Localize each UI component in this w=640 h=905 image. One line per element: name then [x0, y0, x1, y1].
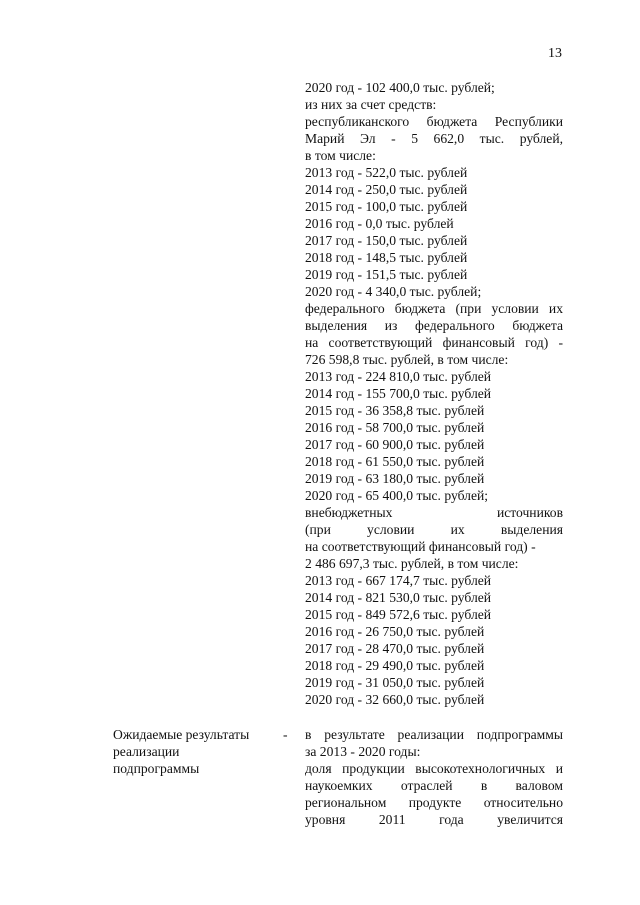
- label-line: реализации: [113, 744, 180, 759]
- funding-line: выделения из федерального бюджета: [305, 318, 563, 333]
- funding-line: (при условии их выделения: [305, 522, 563, 537]
- funding-line: 2014 год - 821 530,0 тыс. рублей: [305, 590, 492, 605]
- funding-line: на соответствующий финансовый год) -: [305, 335, 563, 350]
- results-line: региональном продукте относительно: [305, 795, 563, 810]
- funding-line: 2017 год - 150,0 тыс. рублей: [305, 233, 468, 248]
- funding-line: 2020 год - 65 400,0 тыс. рублей;: [305, 488, 489, 503]
- funding-line: 2018 год - 29 490,0 тыс. рублей: [305, 658, 485, 673]
- funding-line: 2019 год - 151,5 тыс. рублей: [305, 267, 468, 282]
- label-line: подпрограммы: [113, 761, 200, 776]
- funding-line: 2019 год - 31 050,0 тыс. рублей: [305, 675, 485, 690]
- results-line: за 2013 - 2020 годы:: [305, 744, 421, 759]
- funding-line: на соответствующий финансовый год) -: [305, 539, 536, 554]
- funding-line: внебюджетных источников: [305, 505, 563, 520]
- funding-line: 2017 год - 28 470,0 тыс. рублей: [305, 641, 485, 656]
- funding-line: 2020 год - 4 340,0 тыс. рублей;: [305, 284, 482, 299]
- funding-line: федерального бюджета (при условии их: [305, 301, 563, 316]
- funding-line: 2017 год - 60 900,0 тыс. рублей: [305, 437, 485, 452]
- row-separator-dash: -: [283, 727, 288, 742]
- funding-text-block: [305, 79, 563, 708]
- label-line: Ожидаемые результаты: [113, 727, 250, 742]
- page-number: 13: [548, 46, 562, 61]
- funding-line: 2018 год - 148,5 тыс. рублей: [305, 250, 468, 265]
- results-line: уровня 2011 года увеличится: [305, 812, 563, 827]
- results-line: в результате реализации подпрограммы: [305, 727, 563, 742]
- funding-line: 2016 год - 0,0 тыс. рублей: [305, 216, 454, 231]
- results-line: наукоемких отраслей в валовом: [305, 778, 563, 793]
- funding-line: 2016 год - 26 750,0 тыс. рублей: [305, 624, 485, 639]
- funding-line: 2014 год - 155 700,0 тыс. рублей: [305, 386, 492, 401]
- expected-results-text-block: [305, 726, 563, 828]
- funding-line: 2018 год - 61 550,0 тыс. рублей: [305, 454, 485, 469]
- funding-line: 2014 год - 250,0 тыс. рублей: [305, 182, 468, 197]
- funding-line: 2015 год - 36 358,8 тыс. рублей: [305, 403, 485, 418]
- funding-line: в том числе:: [305, 148, 376, 163]
- funding-line: 2 486 697,3 тыс. рублей, в том числе:: [305, 556, 519, 571]
- funding-line: республиканского бюджета Республики: [305, 114, 563, 129]
- expected-results-label: [113, 726, 273, 777]
- results-line: доля продукции высокотехнологичных и: [305, 761, 563, 776]
- funding-line: из них за счет средств:: [305, 97, 437, 112]
- funding-line: 2013 год - 667 174,7 тыс. рублей: [305, 573, 492, 588]
- funding-line: 2013 год - 522,0 тыс. рублей: [305, 165, 468, 180]
- funding-line: 2019 год - 63 180,0 тыс. рублей: [305, 471, 485, 486]
- funding-line: 2015 год - 849 572,6 тыс. рублей: [305, 607, 492, 622]
- funding-line: 2015 год - 100,0 тыс. рублей: [305, 199, 468, 214]
- funding-line: 2020 год - 102 400,0 тыс. рублей;: [305, 80, 495, 95]
- funding-line: 2016 год - 58 700,0 тыс. рублей: [305, 420, 485, 435]
- funding-line: Марий Эл - 5 662,0 тыс. рублей,: [305, 131, 563, 146]
- funding-line: 2020 год - 32 660,0 тыс. рублей: [305, 692, 485, 707]
- funding-line: 2013 год - 224 810,0 тыс. рублей: [305, 369, 492, 384]
- funding-line: 726 598,8 тыс. рублей, в том числе:: [305, 352, 509, 367]
